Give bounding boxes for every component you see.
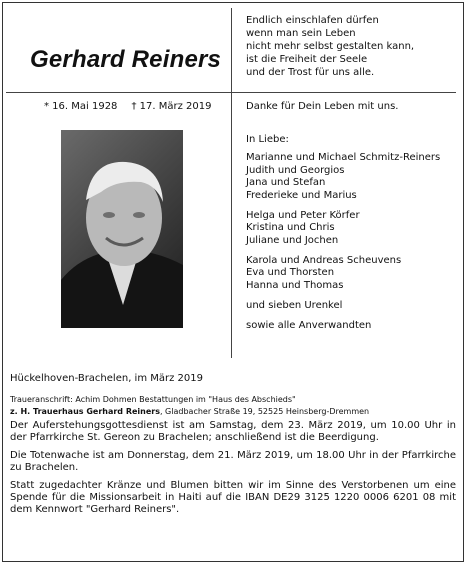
address-street: , Gladbacher Straße 19, 52525 Heinsberg-Dremmen [159, 407, 370, 416]
thanks-line: Danke für Dein Leben mit uns. [246, 101, 399, 112]
poem-line: nicht mehr selbst gestalten kann, [246, 41, 415, 52]
family-group [246, 210, 440, 248]
family-member: Kristina und Chris [246, 222, 335, 233]
poem-line: ist die Freiheit der Seele [246, 54, 368, 65]
family-member: Judith und Georgios [246, 164, 345, 176]
portrait-photo [61, 130, 183, 328]
family-group [246, 300, 440, 313]
poem [246, 14, 414, 79]
family-member: Eva und Thorsten [246, 267, 335, 278]
notice-body [10, 420, 456, 522]
poem-line: Endlich einschlafen dürfen [246, 15, 379, 26]
death-date: † 17. März 2019 [131, 101, 212, 112]
address-recipient: z. H. Trauerhaus Gerhard Reiners [10, 407, 160, 416]
family-member: Hanna und Thomas [246, 279, 344, 291]
poem-line: und der Trost für uns alle. [246, 67, 375, 78]
family-member: Jana und Stefan [246, 177, 326, 188]
horizontal-divider [6, 92, 456, 93]
family-member: und sieben Urenkel [246, 299, 343, 311]
family-member: Karola und Andreas Scheuvens [246, 254, 402, 266]
in-liebe-heading: In Liebe: [246, 134, 289, 145]
family-member: Helga und Peter Körfer [246, 209, 360, 221]
address-line: Traueranschrift: Achim Dohmen Bestattungen im "Haus des Abschieds" [10, 395, 296, 404]
donation-paragraph: Statt zugedachter Kränze und Blumen bitten wir im Sinne des Verstorbenen um eine Spende für die Missionsarbeit in Haiti auf die IBAN DE29 3125 1220 0006 6201 08 mit dem Kennwort "Gerhard Reiners". [10, 480, 456, 515]
mourning-address [10, 394, 369, 418]
place-date: Hückelhoven-Brachelen, im März 2019 [10, 373, 203, 384]
poem-line: wenn man sein Leben [246, 28, 356, 39]
vertical-divider [231, 8, 232, 358]
family-member: Marianne und Michael Schmitz-Reiners [246, 152, 441, 163]
address-line [10, 406, 369, 418]
family-group [246, 152, 440, 202]
family-member: Juliane und Jochen [246, 234, 339, 246]
birth-date: * 16. Mai 1928 [44, 101, 118, 112]
family-list [246, 152, 440, 340]
deceased-name: Gerhard Reiners [30, 46, 222, 73]
service-paragraph: Der Auferstehungsgottesdienst ist am Samstag, dem 23. März 2019, um 10.00 Uhr in der Pfarrkirche St. Gereon zu Brachelen; anschließend ist die Beerdigung. [10, 420, 456, 443]
family-member: sowie alle Anverwandten [246, 319, 372, 331]
family-group [246, 255, 440, 293]
family-member: Frederieke und Marius [246, 189, 357, 201]
family-group [246, 320, 440, 333]
life-dates [44, 101, 211, 112]
wake-paragraph: Die Totenwache ist am Donnerstag, dem 21. März 2019, um 18.00 Uhr in der Pfarrkirche zu Brachelen. [10, 450, 456, 473]
